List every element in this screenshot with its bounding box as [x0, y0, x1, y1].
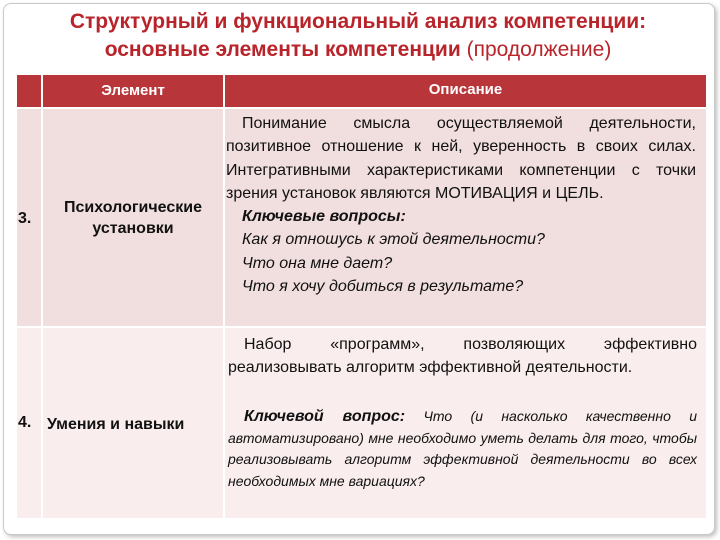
header-element: Элемент	[43, 75, 223, 107]
row-3-description	[226, 112, 696, 298]
row-3-key-label: Ключевые вопросы:	[242, 208, 406, 226]
title-line-1: Структурный и функциональный анализ компетенции:	[69, 10, 647, 33]
row-3-description-text: Понимание смысла осуществляемой деятельности, позитивное отношение к ней, уверенность в своих силах. Интегративными характеристиками компетенции с точки зрения установок являются МОТИВАЦИЯ и ЦЕЛЬ.	[226, 115, 696, 202]
header-description: Описание	[225, 75, 706, 107]
title-line-2-suffix: (продолжение)	[466, 38, 612, 61]
row-3-question-1: Как я отношусь к этой деятельности?	[242, 231, 545, 249]
slide-title	[0, 8, 716, 64]
row-4-key-question-block	[228, 406, 697, 493]
title-line-2	[0, 36, 716, 64]
row-3-question-2: Что она мне дает?	[242, 254, 393, 272]
row-3-element	[43, 197, 223, 239]
header-number-cell	[17, 75, 41, 107]
row-4-description	[228, 333, 697, 379]
row-3-element-line-1: Психологические	[64, 199, 202, 216]
row-3-number: 3.	[18, 210, 32, 227]
row-4-number: 4.	[18, 414, 32, 431]
row-4-element: Умения и навыки	[47, 416, 185, 433]
row-4-description-text: Набор «программ», позволяющих эффективно реализовывать алгоритм эффективной деятельности.	[228, 336, 697, 376]
row-4-key-question: Что (и насколько качественно и автоматизировано) мне необходимо уметь делать для того, чтобы реализовывать алгоритм эффективной деятельности во всех необходимых мне вариациях?	[228, 408, 697, 490]
row-3-question-3: Что я хочу добиться в результате?	[242, 278, 524, 296]
row-3-element-line-2: установки	[92, 220, 174, 237]
title-line-2-main: основные элементы компетенции	[104, 38, 461, 61]
row-4-key-label: Ключевой вопрос:	[244, 408, 406, 425]
